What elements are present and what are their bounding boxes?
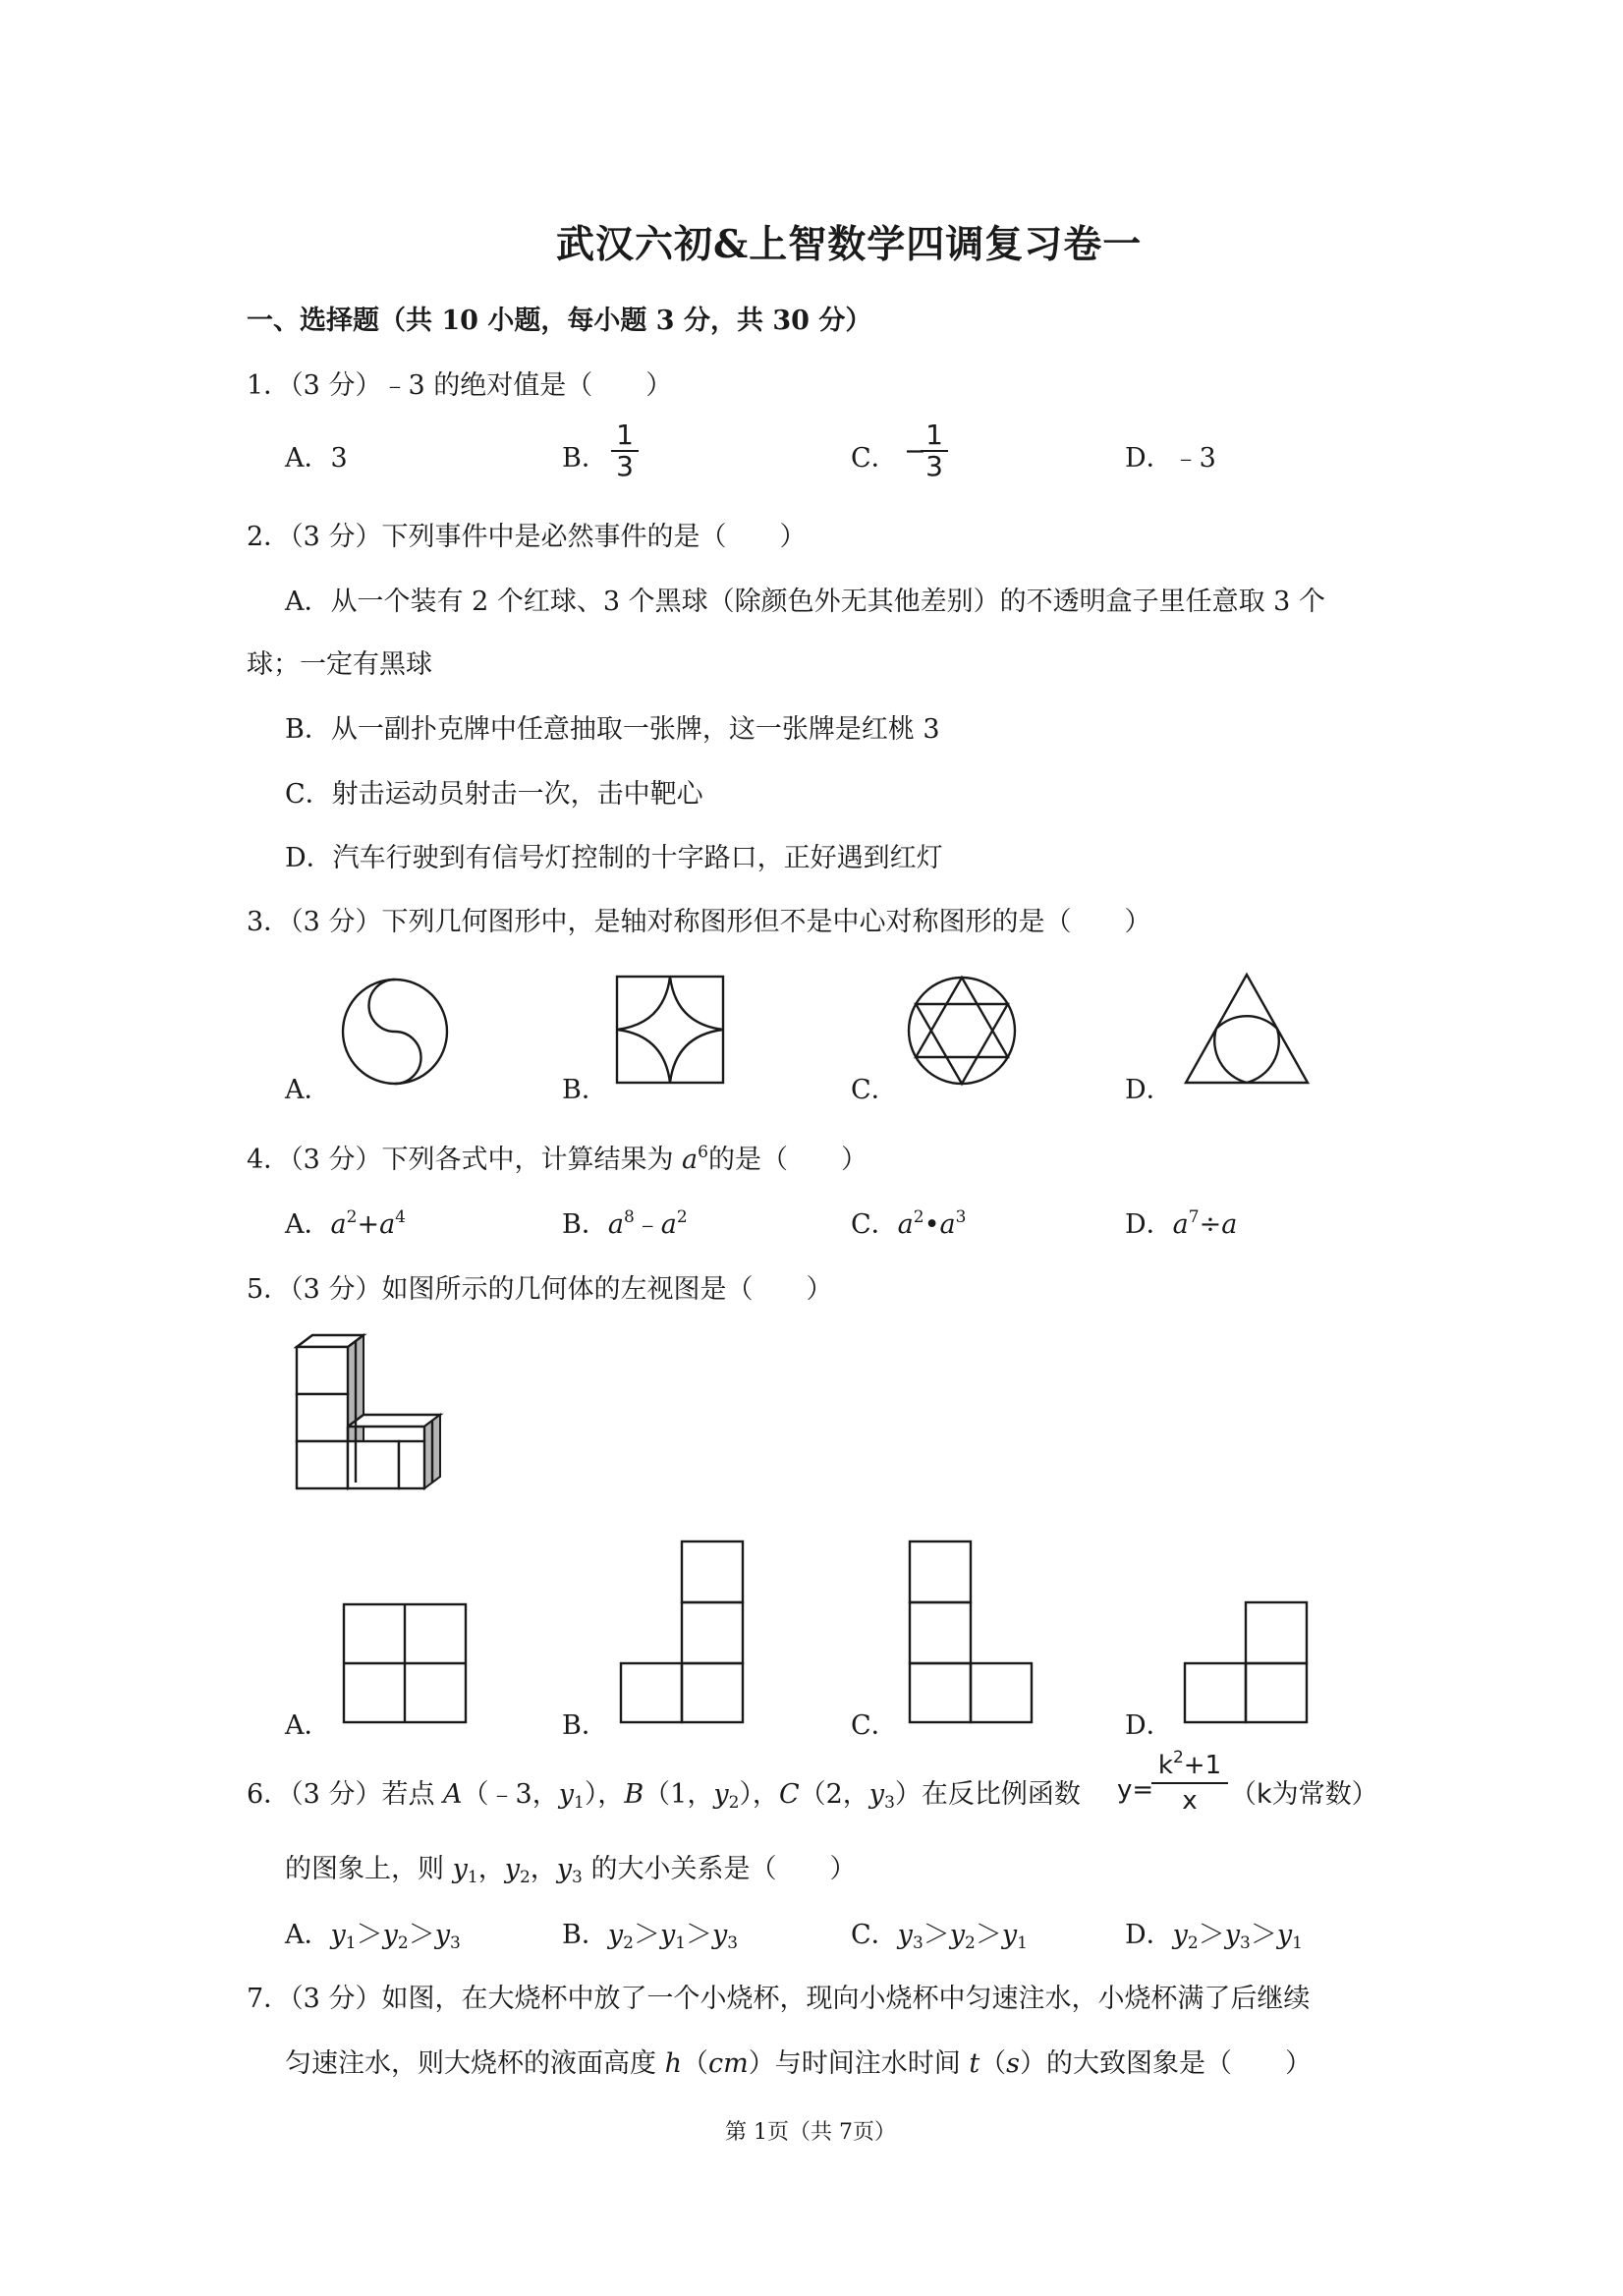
q6-constant-note: （k为常数）	[1230, 1779, 1378, 1810]
q1-option-d[interactable]: D．﹣3	[1125, 443, 1216, 474]
q4-option-b[interactable]: B．$a^8﹣a^2$	[562, 1207, 688, 1240]
q3-option-d-label[interactable]: D．	[1125, 1075, 1173, 1105]
question-4-stem: 4．（3 分）下列各式中，计算结果为 $a^6$的是（ ）	[247, 1143, 867, 1175]
q5-option-d-label[interactable]: D．	[1125, 1710, 1173, 1741]
section-heading: 一、选择题（共 10 小题，每小题 3 分，共 30 分）	[247, 306, 872, 336]
cube-solid-figure	[291, 1332, 448, 1513]
question-6-line2: 的图象上，则 $y_1$，$y_2$，$y_3$ 的大小关系是（ ）	[285, 1854, 857, 1887]
question-1-stem: 1．（3 分）﹣3 的绝对值是（ ）	[247, 370, 673, 401]
q2-option-c[interactable]: C．射击运动员射击一次，击中靶心	[285, 779, 703, 810]
q4-option-d[interactable]: D．$a^7\div a$	[1125, 1207, 1238, 1240]
page-title: 武汉六初&上智数学四调复习卷一	[556, 222, 1143, 267]
square-star-figure	[615, 975, 725, 1085]
question-2-stem: 2．（3 分）下列事件中是必然事件的是（ ）	[247, 522, 807, 552]
q6-function-fraction: $k^2+1$ x	[1151, 1749, 1228, 1818]
q5-option-c-figure	[908, 1540, 1035, 1724]
q1-option-b-label[interactable]: B．	[562, 443, 608, 474]
q5-option-b-figure	[619, 1540, 747, 1724]
q1-option-c-label[interactable]: C．	[851, 443, 898, 474]
q5-option-a-label[interactable]: A．	[285, 1710, 331, 1741]
q1-option-c-fraction: 1 3	[921, 420, 948, 481]
q3-option-b-label[interactable]: B．	[562, 1075, 608, 1105]
star-of-david-figure	[906, 975, 1018, 1087]
q3-option-c-label[interactable]: C．	[851, 1075, 898, 1105]
question-7-line2: 匀速注水，则大烧杯的液面高度 h（cm）与时间注水时间 t（s）的大致图象是（ ）	[285, 2048, 1313, 2079]
q4-option-c[interactable]: C．$a^2•a^3$	[851, 1207, 967, 1240]
question-7-line1: 7．（3 分）如图，在大烧杯中放了一个小烧杯，现向小烧杯中匀速注水，小烧杯满了后继续	[247, 1984, 1311, 2014]
question-3-stem: 3．（3 分）下列几何图形中，是轴对称图形但不是中心对称图形的是（ ）	[247, 907, 1151, 937]
q1-option-b-fraction: 1 3	[611, 420, 639, 481]
question-5-stem: 5．（3 分）如图所示的几何体的左视图是（ ）	[247, 1274, 833, 1305]
q2-option-a-line1[interactable]: A．从一个装有 2 个红球、3 个黑球（除颜色外无其他差别）的不透明盒子里任意取 3 个	[285, 587, 1325, 617]
q5-option-a-figure	[342, 1602, 470, 1724]
page-footer: 第 1页（共 7页）	[725, 2120, 896, 2145]
q6-option-c[interactable]: C．$y_3>y_2>y_1$	[851, 1920, 1028, 1953]
q2-option-a-line2[interactable]: 球；一定有黑球	[247, 649, 432, 680]
q1-option-a[interactable]: A．3	[285, 443, 348, 474]
q5-option-b-label[interactable]: B．	[562, 1710, 608, 1741]
q3-option-a-label[interactable]: A．	[285, 1075, 331, 1105]
question-6-stem: 6．（3 分）若点 A（﹣3，$y_1$），B（1，$y_2$），C（2，$y_3$）在反比例函数	[247, 1779, 1081, 1813]
q1-option-c-minus: −	[904, 436, 926, 467]
taiji-figure	[340, 977, 450, 1087]
q6-function-lhs: y=	[1117, 1775, 1154, 1805]
q6-option-b[interactable]: B．$y_2>y_1>y_3$	[562, 1920, 739, 1953]
q2-option-d[interactable]: D．汽车行驶到有信号灯控制的十字路口，正好遇到红灯	[285, 843, 943, 873]
q4-option-a[interactable]: A．$a^2+a^4$	[285, 1207, 406, 1240]
q5-option-d-figure	[1183, 1600, 1311, 1724]
reuleaux-triangle-figure	[1184, 973, 1310, 1087]
q2-option-b[interactable]: B．从一副扑克牌中任意抽取一张牌，这一张牌是红桃 3	[285, 714, 940, 745]
q6-option-a[interactable]: A．$y_1>y_2>y_3$	[285, 1920, 461, 1953]
q6-option-d[interactable]: D．$y_2>y_3>y_1$	[1125, 1920, 1303, 1953]
q5-option-c-label[interactable]: C．	[851, 1710, 898, 1741]
